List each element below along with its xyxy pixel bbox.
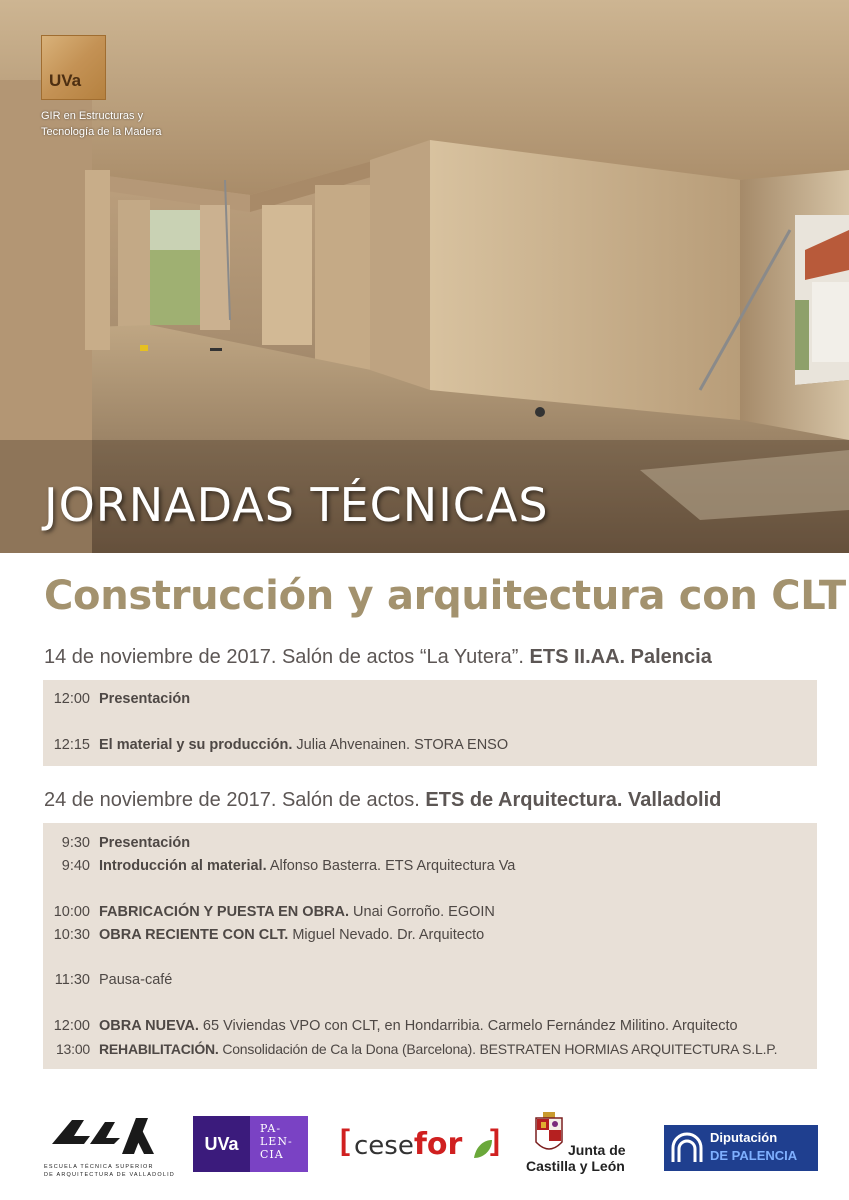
session1-program <box>43 680 817 766</box>
cesefor-wordmark <box>354 1127 462 1162</box>
item-detail: 65 Viviendas VPO con CLT, en Hondarribia. Carmelo Fernández Militino. Arquitecto <box>198 1018 738 1034</box>
item-title: El material y su producción. <box>99 737 293 753</box>
program-item <box>43 904 495 920</box>
program-item <box>43 972 172 988</box>
group-line-1: GIR en Estructuras y <box>41 110 144 122</box>
session2-heading <box>44 789 721 812</box>
item-time: 10:30 <box>53 927 90 943</box>
item-time: 9:40 <box>61 858 90 874</box>
diputacion-arch-icon <box>669 1130 705 1166</box>
item-time: 12:15 <box>53 737 90 753</box>
event-title: JORNADAS TÉCNICAS <box>44 478 549 532</box>
palencia-line-1: PA- <box>260 1122 282 1135</box>
group-line-2: Tecnología de la Madera <box>41 126 162 138</box>
program-item <box>43 691 190 707</box>
cesefor-logo <box>340 1118 498 1166</box>
item-title: FABRICACIÓN Y PUESTA EN OBRA. <box>99 904 350 920</box>
etsav-caption-2: DE ARQUITECTURA DE VALLADOLID <box>44 1172 175 1178</box>
item-detail: Miguel Nevado. Dr. Arquitecto <box>288 927 485 943</box>
session2-date-venue: 24 de noviembre de 2017. Salón de actos. <box>44 789 426 811</box>
diputacion-arch-block <box>664 1125 710 1171</box>
diputacion-text-block <box>710 1125 818 1171</box>
cesefor-text-b: for <box>413 1127 463 1162</box>
item-detail: Consolidación de Ca la Dona (Barcelona). BESTRATEN HORMIAS ARQUITECTURA S.L.P. <box>218 1041 778 1057</box>
uva-palencia-text: UVa <box>204 1133 239 1154</box>
etsav-mark-icon <box>50 1114 160 1158</box>
session1-school: ETS II.AA. Palencia <box>529 646 712 668</box>
cesefor-text-a: cese <box>354 1131 414 1161</box>
item-time: 12:00 <box>53 691 90 707</box>
etsav-logo <box>44 1112 175 1180</box>
item-detail: Pausa-café <box>99 972 173 988</box>
program-item <box>43 737 508 753</box>
uva-wood-logo <box>41 35 106 100</box>
item-time: 9:30 <box>61 835 90 851</box>
session1-heading <box>44 646 712 669</box>
item-detail: Unai Gorroño. EGOIN <box>349 904 495 920</box>
palencia-line-3: CIA <box>260 1148 284 1161</box>
jcyl-logo <box>526 1110 638 1178</box>
diputacion-line-1: Diputación <box>710 1130 778 1145</box>
program-item <box>43 835 190 851</box>
item-detail: Julia Ahvenainen. STORA ENSO <box>292 737 509 753</box>
item-title: Introducción al material. <box>99 858 267 874</box>
palencia-block <box>250 1116 308 1172</box>
session2-school: ETS de Arquitectura. Valladolid <box>425 789 722 811</box>
jcyl-shield-icon <box>534 1112 564 1156</box>
item-title: Presentación <box>99 691 191 707</box>
program-item <box>43 927 484 943</box>
research-group-name <box>41 108 161 140</box>
item-time: 12:00 <box>53 1018 90 1034</box>
event-subtitle: Construcción y arquitectura con CLT <box>44 573 846 619</box>
etsav-caption-1: ESCUELA TÉCNICA SUPERIOR <box>44 1164 154 1170</box>
uva-palencia-logo <box>193 1116 308 1172</box>
palencia-line-2: LEN- <box>260 1135 293 1148</box>
cesefor-bracket-left: [ <box>340 1124 350 1157</box>
program-item <box>43 858 515 874</box>
session2-program <box>43 823 817 1069</box>
jcyl-line-2: Castilla y León <box>526 1158 625 1174</box>
session1-date-venue: 14 de noviembre de 2017. Salón de actos “La Yutera”. <box>44 646 530 668</box>
diputacion-line-2: DE PALENCIA <box>710 1148 798 1163</box>
item-title: OBRA NUEVA. <box>99 1018 199 1034</box>
clt-interior-illustration <box>0 0 849 553</box>
item-time: 13:00 <box>55 1041 90 1057</box>
diputacion-logo <box>664 1125 818 1171</box>
program-item <box>43 1041 777 1057</box>
cesefor-bracket-right: ] <box>490 1124 500 1157</box>
jcyl-line-1: Junta de <box>568 1142 626 1158</box>
hero-photo <box>0 0 849 553</box>
item-title: OBRA RECIENTE CON CLT. <box>99 927 289 943</box>
program-item <box>43 1018 738 1034</box>
item-time: 11:30 <box>54 972 90 988</box>
item-time: 10:00 <box>53 904 90 920</box>
item-detail: Alfonso Basterra. ETS Arquitectura Va <box>266 858 516 874</box>
uva-logo-text: UVa <box>49 71 82 90</box>
item-title: REHABILITACIÓN. <box>99 1041 219 1057</box>
item-title: Presentación <box>99 835 191 851</box>
